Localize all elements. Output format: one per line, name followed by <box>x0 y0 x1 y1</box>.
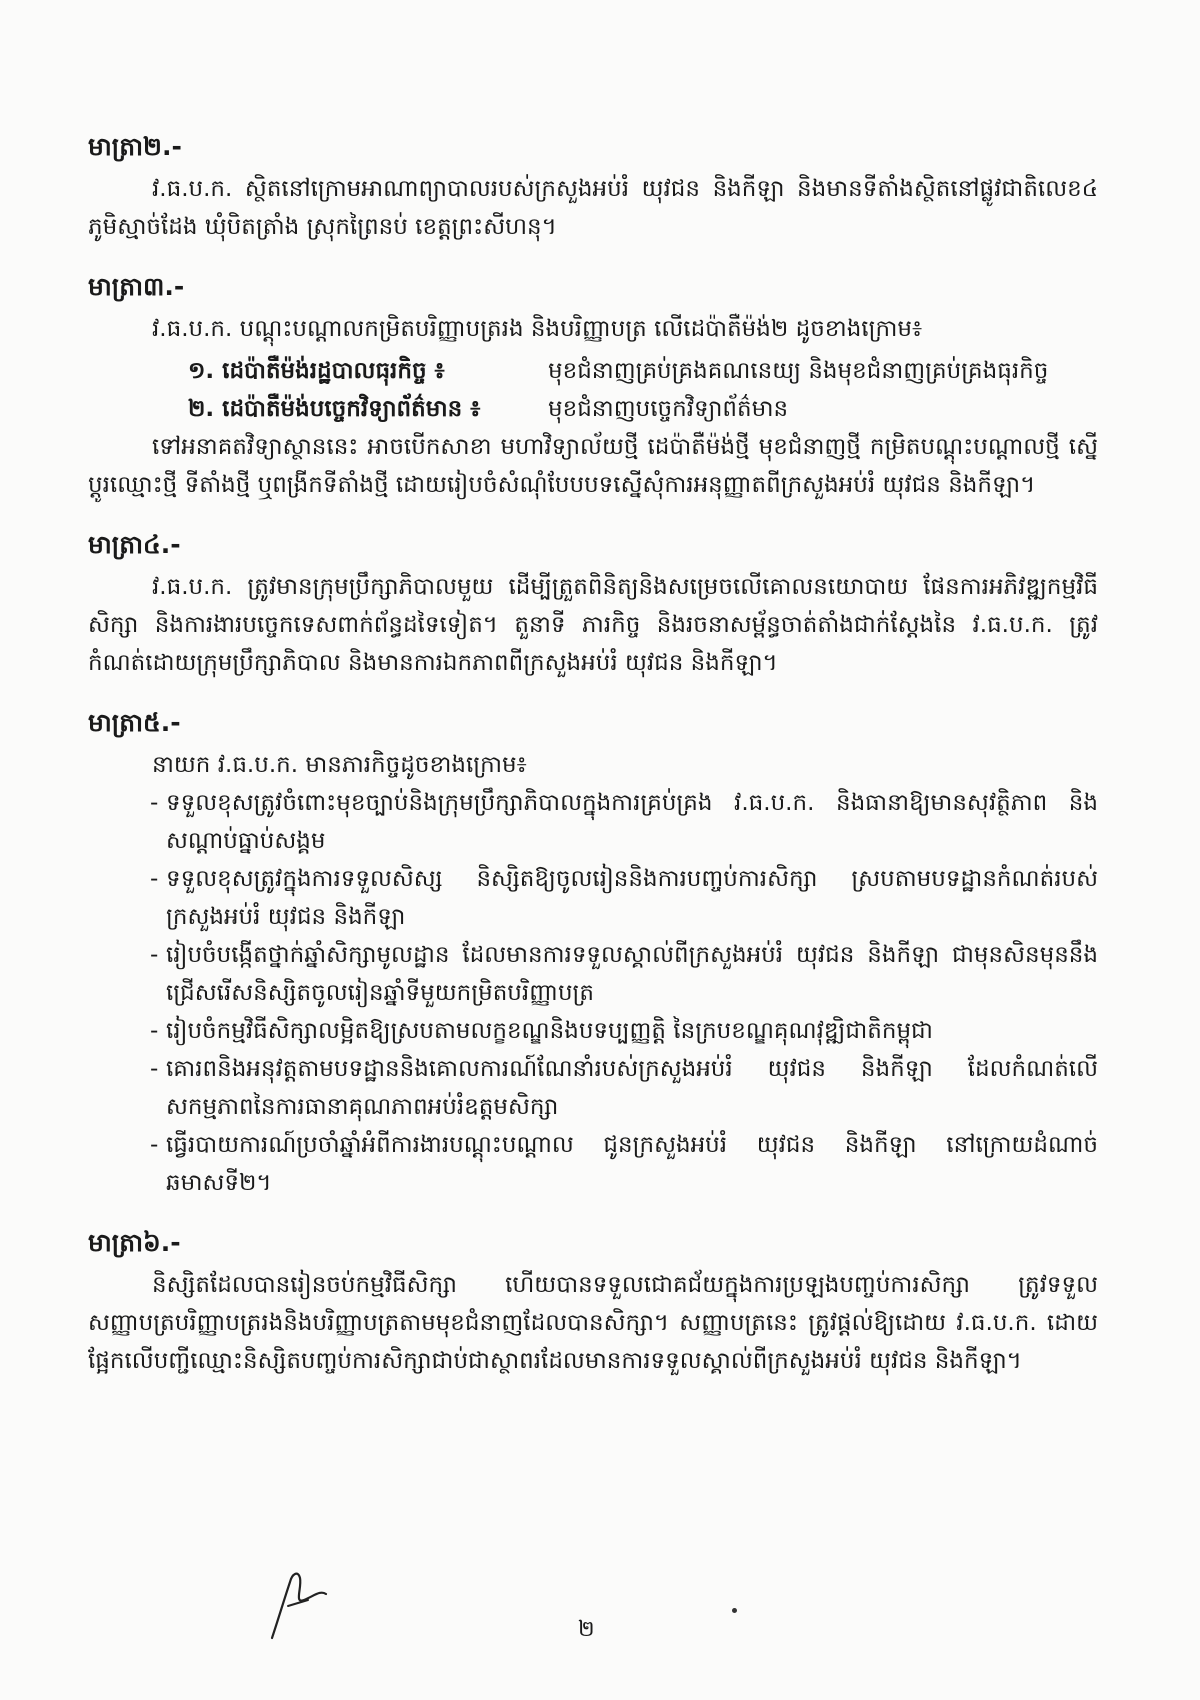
dash-marker: - <box>150 1056 159 1082</box>
list-item-text: រៀបចំបង្កើតថ្នាក់ឆ្នាំសិក្សាមូលដ្ឋាន ដែលមានការទទួលស្គាល់ពីក្រសួងអប់រំ យុវជន និងកីឡា ជាមុនសិនមុននឹងជ្រើសរើសនិស្សិតចូលរៀនឆ្នាំទីមួយកម្រិតបរិញ្ញាបត្រ <box>166 942 1098 1006</box>
article-6-paragraph: និស្សិតដែលបានរៀនចប់កម្មវិធីសិក្សា ហើយបានទទួលជោគជ័យក្នុងការប្រឡងបញ្ចប់ការសិក្សា ត្រូវទទួលសញ្ញាបត្របរិញ្ញាបត្ររងនិងបរិញ្ញាបត្រតាមមុខជំនាញដែលបានសិក្សា។ សញ្ញាបត្រនេះ ត្រូវផ្តល់ឱ្យដោយ វ.ធ.ប.ក. ដោយផ្អែកលើបញ្ជីឈ្មោះនិស្សិតបញ្ចប់ការសិក្សាជាប់ជាស្ថាពរដែលមានការទទួលស្គាល់ពីក្រសួងអប់រំ យុវជន និងកីឡា។ <box>88 1272 1098 1374</box>
department-row <box>88 352 1098 390</box>
document-body <box>88 128 1098 1384</box>
list-item-text: គោរពនិងអនុវត្តតាមបទដ្ឋាននិងគោលការណ៍ណែនាំរបស់ក្រសួងអប់រំ យុវជន និងកីឡា ដែលកំណត់លើសកម្មភាពនៃការធានាគុណភាពអប់រំឧត្តមសិក្សា <box>166 1056 1098 1120</box>
article-3-heading: មាត្រា៣.- <box>88 272 185 301</box>
department-value: មុខជំនាញបច្ចេកវិទ្យាព័ត៌មាន <box>548 396 789 422</box>
list-item <box>150 1012 1098 1050</box>
dash-marker: - <box>150 790 159 816</box>
list-item <box>150 1050 1098 1126</box>
department-value: មុខជំនាញគ្រប់គ្រងគណនេយ្យ និងមុខជំនាញគ្រប់គ្រងធុរកិច្ច <box>548 358 1049 384</box>
list-item-text: ទទួលខុសត្រូវក្នុងការទទួលសិស្ស និស្សិតឱ្យចូលរៀននិងការបញ្ចប់ការសិក្សា ស្របតាមបទដ្ឋានកំណត់របស់ក្រសួងអប់រំ យុវជន និងកីឡា <box>166 866 1098 930</box>
article-5-heading: មាត្រា៥.- <box>88 708 181 737</box>
list-item-text: ទទួលខុសត្រូវចំពោះមុខច្បាប់និងក្រុមប្រឹក្សាភិបាលក្នុងការគ្រប់គ្រង វ.ធ.ប.ក. និងធានាឱ្យមានសុវត្ថិភាព និងសណ្តាប់ធ្នាប់សង្គម <box>166 790 1098 854</box>
dash-marker: - <box>150 1018 159 1044</box>
article-6-heading: មាត្រា៦.- <box>88 1228 181 1257</box>
dash-marker: - <box>150 942 159 968</box>
list-item <box>150 936 1098 1012</box>
article-3-paragraph: ទៅអនាគតវិទ្យាស្ថាននេះ អាចបើកសាខា មហាវិទ្យាល័យថ្មី ដេប៉ាតឺម៉ង់ថ្មី មុខជំនាញថ្មី កម្រិតបណ្តុះបណ្តាលថ្មី ស្នើប្តូរឈ្មោះថ្មី ទីតាំងថ្មី ឬពង្រីកទីតាំងថ្មី ដោយរៀបចំសំណុំបែបបទស្នើសុំការអនុញ្ញាតពីក្រសួងអប់រំ យុវជន និងកីឡា។ <box>88 434 1098 498</box>
initials-signature <box>264 1560 334 1640</box>
article-4-heading: មាត្រា៤.- <box>88 530 181 559</box>
page-number: ២ <box>578 1617 595 1642</box>
article-5-intro: នាយក វ.ធ.ប.ក. មានភារកិច្ចដូចខាងក្រោម៖ <box>152 752 527 778</box>
list-item-text: ធ្វើរបាយការណ៍ប្រចាំឆ្នាំអំពីការងារបណ្តុះបណ្តាល ជូនក្រសួងអប់រំ យុវជន និងកីឡា នៅក្រោយដំណាច់ឆមាសទី២។ <box>166 1132 1098 1196</box>
speck-mark <box>732 1608 737 1613</box>
article-3-intro: វ.ធ.ប.ក. បណ្តុះបណ្តាលកម្រិតបរិញ្ញាបត្ររង និងបរិញ្ញាបត្រ លើដេប៉ាតឺម៉ង់២ ដូចខាងក្រោម៖ <box>152 316 923 342</box>
article-4-paragraph: វ.ធ.ប.ក. ត្រូវមានក្រុមប្រឹក្សាភិបាលមួយ ដើម្បីត្រួតពិនិត្យនិងសម្រេចលើគោលនយោបាយ ផែនការអភិវឌ្ឍកម្មវិធីសិក្សា និងការងារបច្ចេកទេសពាក់ព័ន្ធដទៃទៀត។ តួនាទី ភារកិច្ច និងរចនាសម្ព័ន្ធចាត់តាំងជាក់ស្តែងនៃ វ.ធ.ប.ក. ត្រូវកំណត់ដោយក្រុមប្រឹក្សាភិបាល និងមានការឯកភាពពីក្រសួងអប់រំ យុវជន និងកីឡា។ <box>88 574 1098 676</box>
dash-marker: - <box>150 1132 159 1158</box>
list-item <box>150 1126 1098 1202</box>
department-label: ២. ដេប៉ាតឺម៉ង់បច្ចេកវិទ្យាព័ត៌មាន ៖ <box>188 396 481 422</box>
list-item-text: រៀបចំកម្មវិធីសិក្សាលម្អិតឱ្យស្របតាមលក្ខខណ្ឌនិងបទប្បញ្ញត្តិ នៃក្របខណ្ឌគុណវុឌ្ឍិជាតិកម្ពុជា <box>166 1018 933 1044</box>
dash-marker: - <box>150 866 159 892</box>
department-row <box>88 390 1098 428</box>
department-label: ១. ដេប៉ាតឺម៉ង់រដ្ឋបាលធុរកិច្ច ៖ <box>188 358 445 384</box>
list-item <box>150 784 1098 860</box>
article-2-paragraph: វ.ធ.ប.ក. ស្ថិតនៅក្រោមអាណាព្យាបាលរបស់ក្រសួងអប់រំ យុវជន និងកីឡា និងមានទីតាំងស្ថិតនៅផ្លូវជាតិលេខ៤ ភូមិស្មាច់ដែង ឃុំបិតត្រាំង ស្រុកព្រៃនប់ ខេត្តព្រះសីហនុ។ <box>88 176 1098 240</box>
list-item <box>150 860 1098 936</box>
article-2-heading: មាត្រា២.- <box>88 132 182 161</box>
duties-list <box>88 784 1098 1202</box>
